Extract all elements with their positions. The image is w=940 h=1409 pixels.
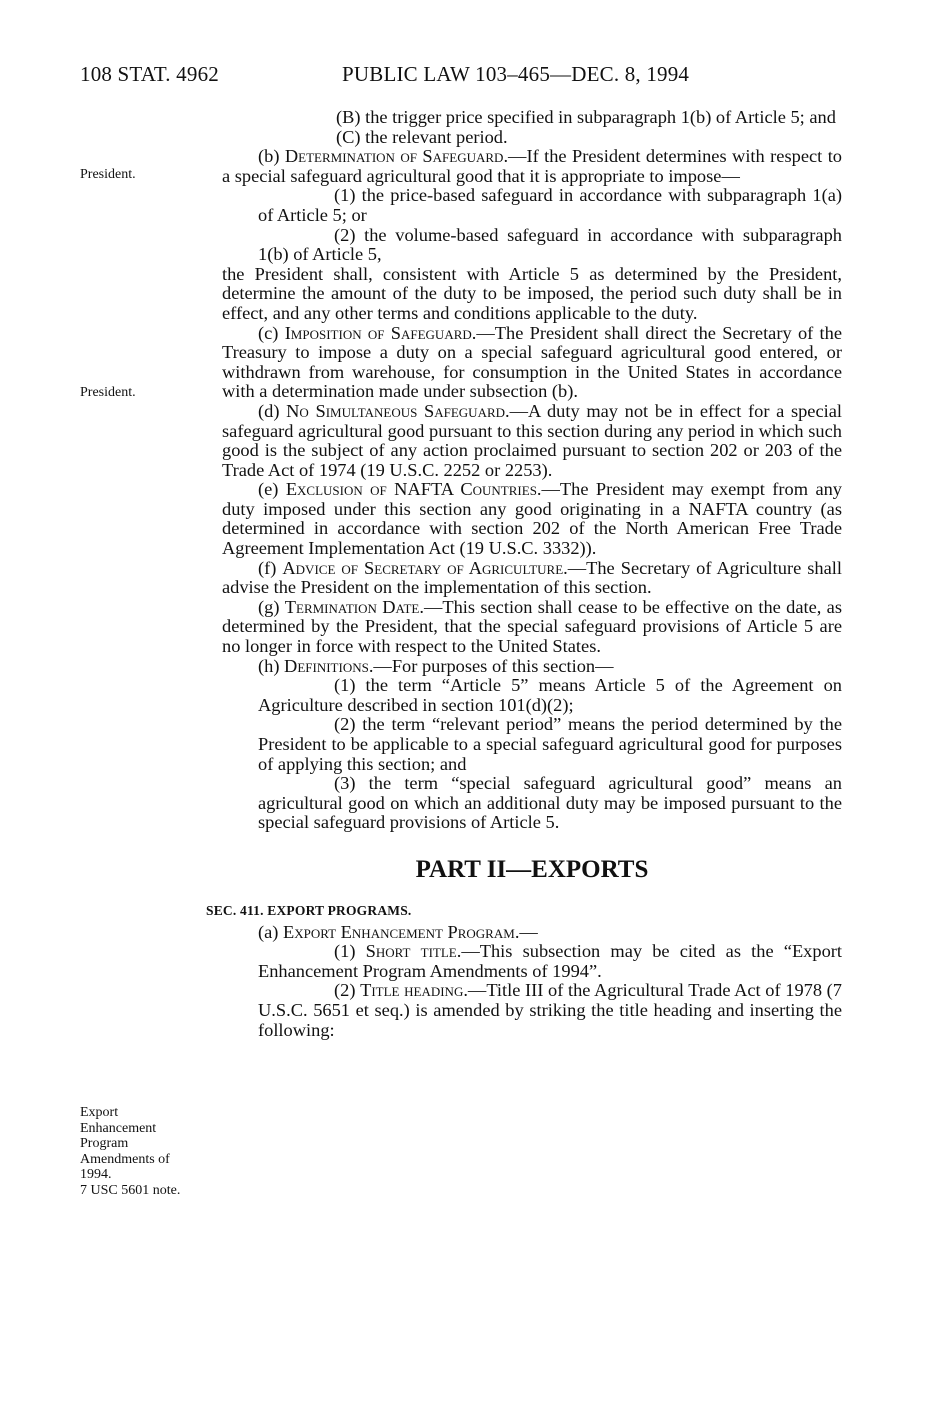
section-heading: SEC. 411. EXPORT PROGRAMS. bbox=[206, 902, 412, 918]
margin-note-line: Program bbox=[80, 1136, 129, 1151]
subsection-a-item-1 bbox=[222, 942, 842, 981]
public-law-reference: PUBLIC LAW 103–465—DEC. 8, 1994 bbox=[342, 62, 690, 86]
item-text: .—This subsection may be cited as the “Export Enhancement Program Amendments of 1994”. bbox=[258, 941, 843, 981]
subsection-label: (b) bbox=[258, 146, 285, 167]
subsection-heading: Imposition of Safeguard bbox=[284, 322, 472, 343]
subsection-text: .—For purposes of this section— bbox=[368, 655, 614, 676]
document-body bbox=[206, 107, 843, 1040]
subsection-label: (c) bbox=[258, 322, 285, 343]
item-text: .—Title III of the Agricultural Trade Act of 1978 (7 U.S.C. 5651 et seq.) is amended by striking the title heading and inserting the following: bbox=[258, 980, 842, 1040]
item-label: (1) bbox=[334, 941, 366, 962]
margin-note-president-2: President. bbox=[80, 385, 136, 400]
subsection-text: .—If the President determines with respect to a special safeguard agricultural good that it is appropriate to impose— bbox=[222, 146, 842, 186]
subsection-text: .—The President may exempt from any duty imposed under this section any good originating in a NAFTA country (as determined in accordance with section 202 of the North American Free Trade Agreement Implementation Act (19 U.S.C. 3332)). bbox=[222, 479, 842, 559]
subsection-label: (h) bbox=[258, 655, 285, 676]
subsection-text: .— bbox=[514, 921, 538, 942]
subsection-heading: Exclusion of NAFTA Countries bbox=[285, 479, 537, 500]
margin-note-president-1: President. bbox=[80, 167, 136, 182]
subsection-c bbox=[222, 324, 842, 402]
subsection-text: .—This section shall cease to be effective on the date, as determined by the President, that the special safeguard provisions of Article 5 are no longer in force with respect to the United States. bbox=[222, 596, 843, 657]
part-heading: PART II—EXPORTS bbox=[415, 855, 649, 883]
margin-note-usc: 7 USC 5601 note. bbox=[80, 1182, 181, 1198]
margin-note-line: 1994. bbox=[80, 1167, 112, 1182]
subsection-f bbox=[222, 559, 842, 598]
subsection-text: .—The President shall direct the Secretary of the Treasury to impose a duty on a special safeguard agricultural good entered, or withdrawn from warehouse, for consumption in the United States in accordance with a determination made under subsection (b). bbox=[222, 322, 842, 402]
definition-1: (1) the term “Article 5” means Article 5 of the Agreement on Agriculture described in section 101(d)(2); bbox=[258, 675, 842, 715]
item-label: (2) bbox=[334, 980, 361, 1001]
paragraph-c-subitem: (C) the relevant period. bbox=[336, 126, 508, 147]
subsection-label: (e) bbox=[258, 479, 286, 500]
subsection-label: (d) bbox=[258, 400, 287, 421]
subsection-heading: Termination Date bbox=[284, 596, 420, 617]
subsection-a bbox=[222, 923, 842, 943]
margin-note-line: Enhancement bbox=[80, 1120, 157, 1136]
subsection-label: (a) bbox=[258, 921, 284, 942]
subsection-heading: No Simultaneous Safeguard bbox=[286, 400, 506, 421]
subsection-heading: Definitions bbox=[284, 655, 369, 676]
definition-3: (3) the term “special safeguard agricultural good” means an agricultural good on which an additional duty may be imposed pursuant to the special safeguard provisions of Article 5. bbox=[258, 773, 842, 833]
margin-note-line: Export bbox=[80, 1105, 119, 1120]
item-heading: Short title bbox=[365, 941, 457, 962]
margin-note-line: Amendments of bbox=[80, 1151, 170, 1167]
subsection-text: .—A duty may not be in effect for a special safeguard agricultural good pursuant to this section during any period in which such good is the subject of any action proclaimed pursuant to section 202 or 203 of the Trade Act of 1974 (19 U.S.C. 2252 or 2253). bbox=[222, 400, 842, 480]
subsection-b-item-2: (2) the volume-based safeguard in accordance with subparagraph 1(b) of Article 5, bbox=[258, 224, 842, 265]
subsection-a-item-2 bbox=[222, 981, 842, 1040]
margin-note-export-enhancement bbox=[80, 1105, 180, 1198]
subsection-b-continuation: the President shall, consistent with Article 5 as determined by the President, determine the amount of the duty to be imposed, the period such duty shall be in effect, and any other terms and conditions applicable to the duty. bbox=[222, 263, 842, 323]
subsection-h bbox=[222, 657, 842, 677]
subsection-b bbox=[222, 147, 842, 186]
definition-2: (2) the term “relevant period” means the period determined by the President to be applicable to a special safeguard agricultural good for purposes of applying this section; and bbox=[258, 714, 842, 774]
subsection-g bbox=[222, 598, 842, 657]
subsection-d bbox=[222, 402, 842, 480]
item-heading: Title heading bbox=[360, 980, 464, 1001]
paragraph-b-subitem: (B) the trigger price specified in subparagraph 1(b) of Article 5; and bbox=[336, 107, 836, 127]
subsection-heading: Advice of Secretary of Agriculture bbox=[282, 557, 564, 578]
subsection-label: (f) bbox=[258, 557, 283, 578]
subsection-e bbox=[222, 480, 842, 558]
subsection-heading: Determination of Safeguard bbox=[284, 146, 504, 167]
subsection-heading: Export Enhancement Program bbox=[283, 921, 515, 942]
subsection-b-item-1: (1) the price-based safeguard in accordance with subparagraph 1(a) of Article 5; or bbox=[258, 185, 842, 225]
subsection-label: (g) bbox=[258, 596, 285, 617]
statute-reference: 108 STAT. 4962 bbox=[80, 62, 219, 86]
subsection-text: .—The Secretary of Agriculture shall advise the President on the implementation of this section. bbox=[222, 557, 842, 598]
